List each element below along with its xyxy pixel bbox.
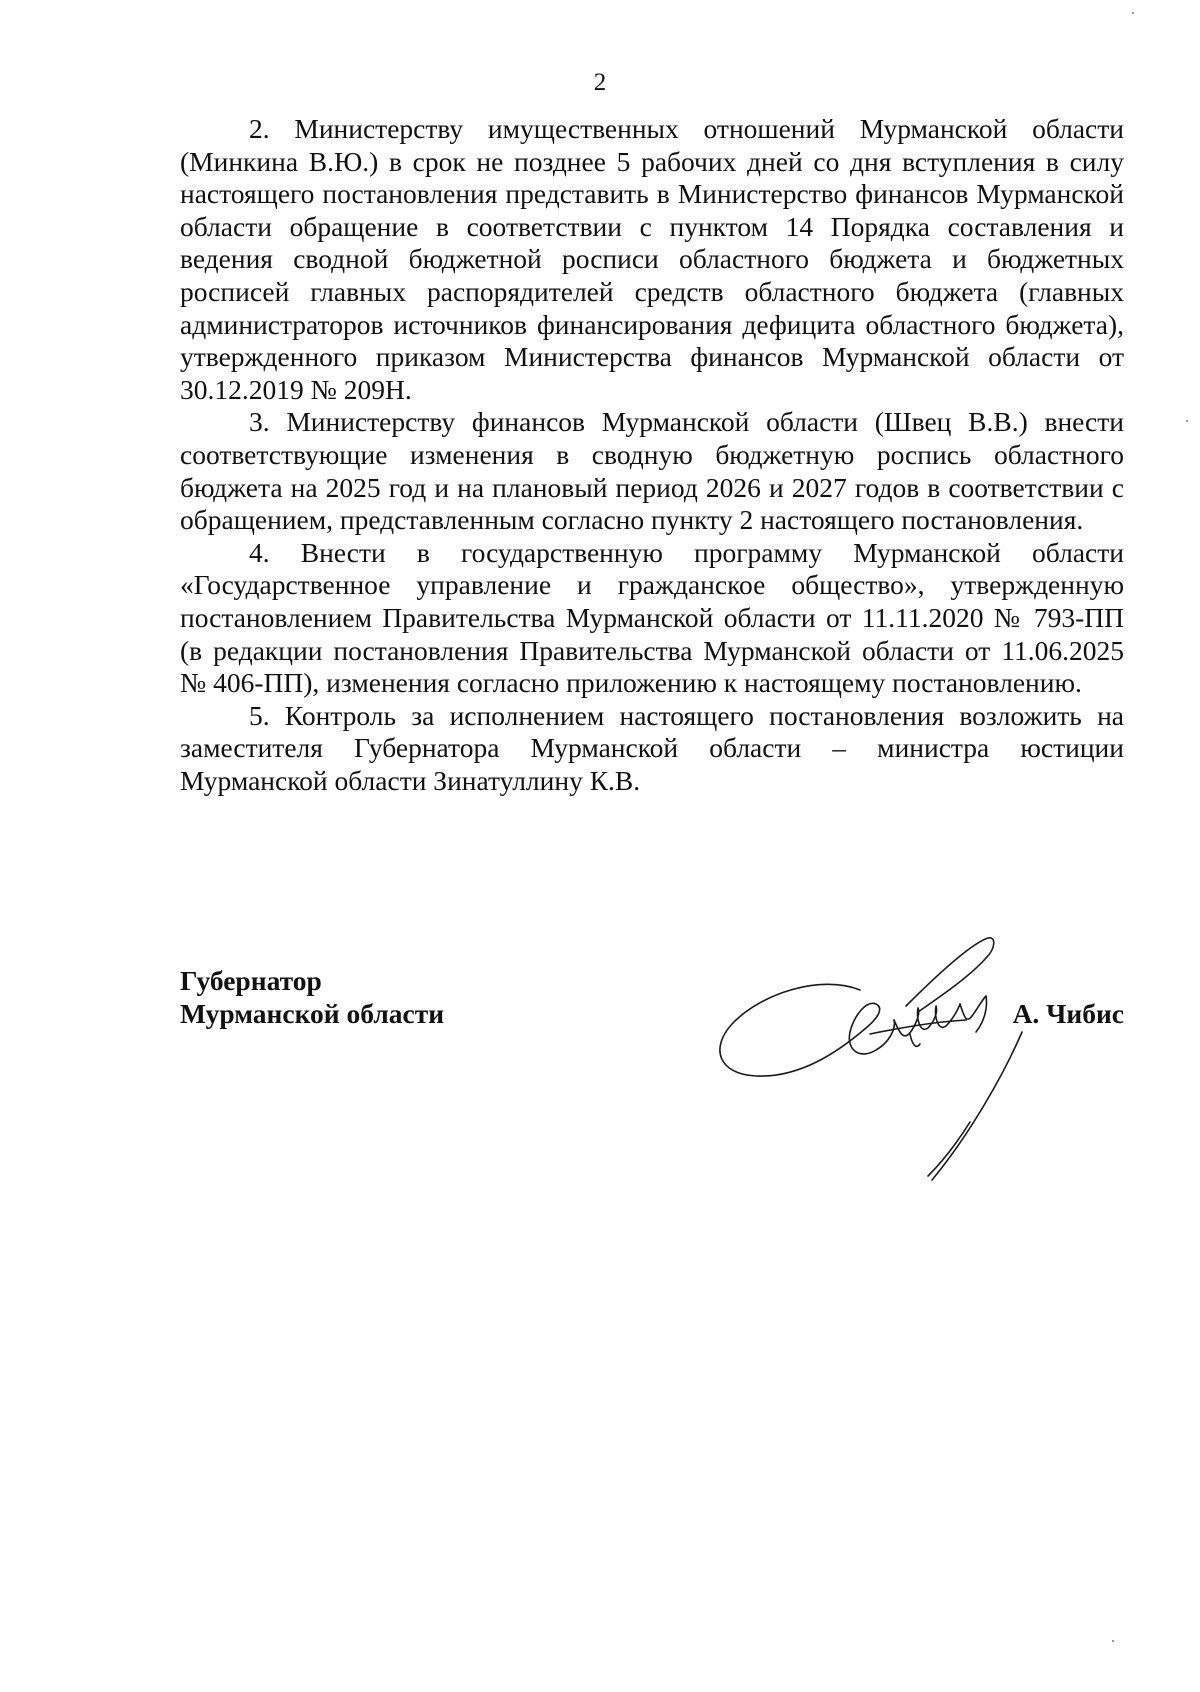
signatory-name: А. Чибис xyxy=(1012,998,1124,1029)
paragraph-item-4: 4. Внести в государственную программу Мурманской области «Государственное управление и гражданское общество», утвержденную постановлением Правительства Мурманской области от 11.11.2020 № 793-ПП (в редакции постановления Правительства Мурманской области от 11.06.2025 № 406-ПП), изменения согласно приложению к настоящему постановлению. xyxy=(180,536,1124,699)
paragraph-item-5: 5. Контроль за исполнением настоящего постановления возложить на заместителя Губернатора Мурманской области – министра юстиции Мурманской области Зинатуллину К.В. xyxy=(180,699,1124,796)
scan-artifact xyxy=(1186,420,1188,422)
signatory-title-line1: Губернатор xyxy=(180,965,322,996)
signature-block xyxy=(180,964,1124,1204)
scan-artifact xyxy=(1132,12,1134,14)
signatory-title xyxy=(180,964,444,1030)
paragraph-item-3: 3. Министерству финансов Мурманской области (Швец В.В.) внести соответствующие изменения в сводную бюджетную роспись областного бюджета на 2025 год и на плановый период 2026 и 2027 годов в соответствии с обращением, представленным согласно пункту 2 настоящего постановления. xyxy=(180,406,1124,536)
paragraph-item-2: 2. Министерству имущественных отношений Мурманской области (Минкина В.Ю.) в срок не позднее 5 рабочих дней со дня вступления в силу настоящего постановления представить в Министерство финансов Мурманской области обращение в соответствии с пунктом 14 Порядка составления и ведения сводной бюджетной росписи областного бюджета и бюджетных росписей главных распорядителей средств областного бюджета (главных администраторов источников финансирования дефицита областного бюджета), утвержденного приказом Министерства финансов Мурманской области от 30.12.2019 № 209Н. xyxy=(180,113,1124,405)
page-number: 2 xyxy=(593,69,607,96)
scan-artifact xyxy=(1112,1640,1114,1642)
document-body xyxy=(180,113,1124,797)
signatory-title-line2: Мурманской области xyxy=(180,998,445,1029)
handwritten-signature xyxy=(670,924,1110,1204)
